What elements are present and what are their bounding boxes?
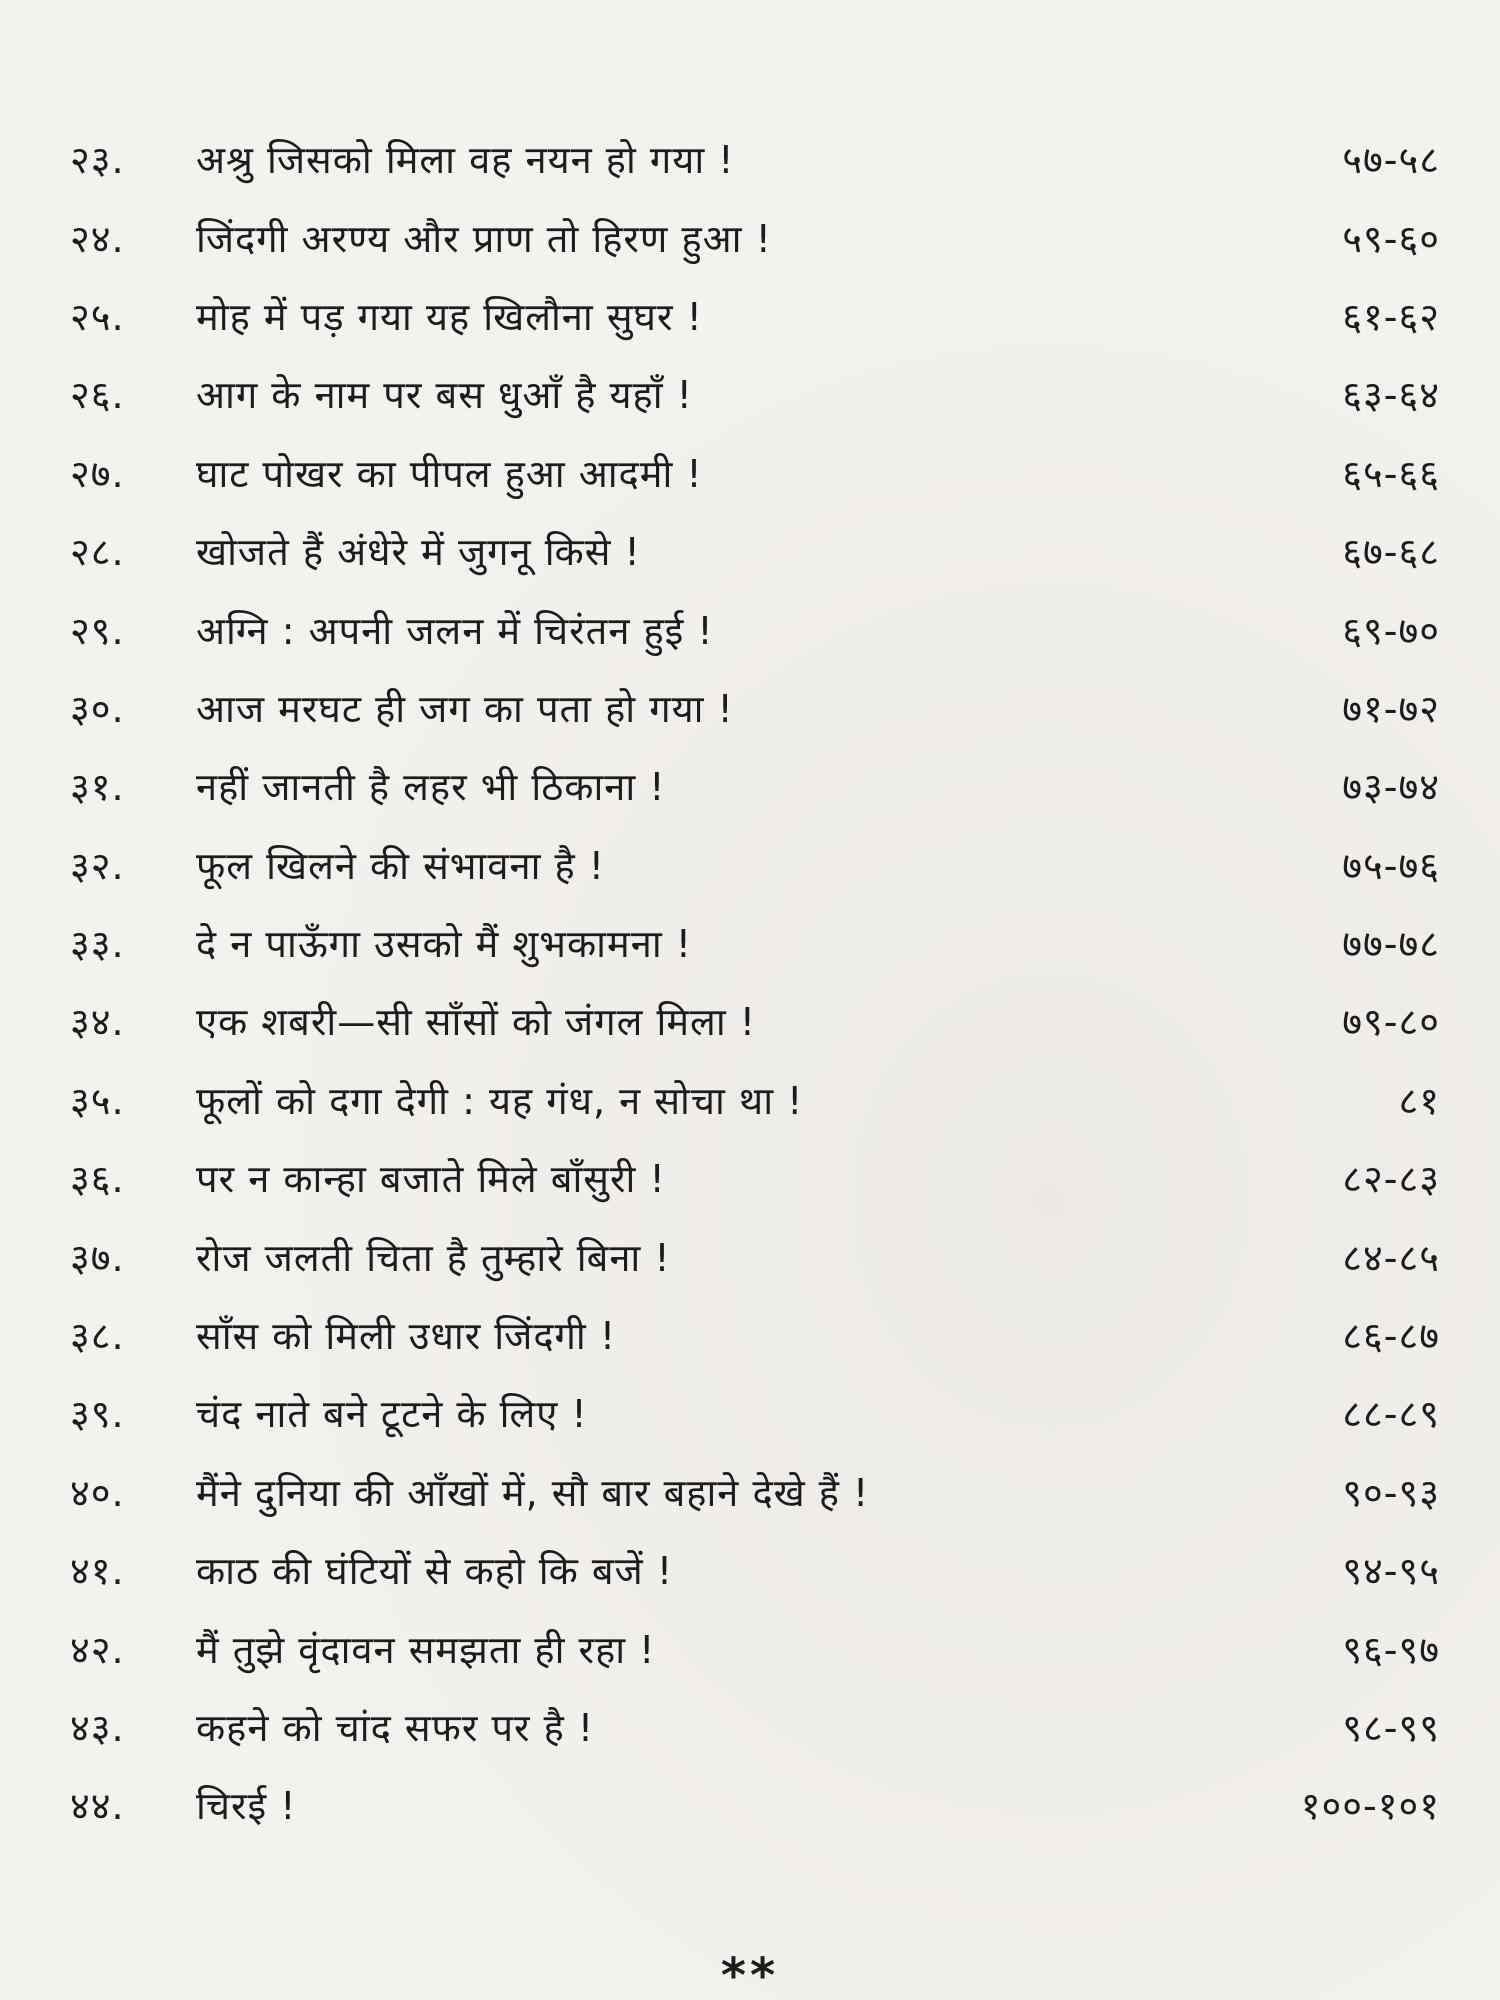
- entry-pages: ६७-६८: [1342, 530, 1440, 575]
- toc-entry: [70, 1139, 1440, 1217]
- entry-pages: ७९-८०: [1342, 1000, 1440, 1045]
- entry-title: फूलों को दगा देगी : यह गंध, न सोचा था !: [196, 1078, 804, 1123]
- entry-number: ३४.: [70, 1000, 125, 1045]
- entry-title: जिंदगी अरण्य और प्राण तो हिरण हुआ !: [196, 216, 772, 261]
- entry-number: २५.: [70, 294, 125, 339]
- entry-pages: ८६-८७: [1342, 1314, 1440, 1359]
- entry-number: ३३.: [70, 922, 125, 967]
- toc-entry: [70, 1217, 1440, 1295]
- toc-entry: [70, 277, 1440, 355]
- table-of-contents: [70, 120, 1440, 1845]
- entry-number: ४३.: [70, 1706, 125, 1750]
- entry-pages: ५९-६०: [1342, 216, 1440, 261]
- entry-number: ४४.: [70, 1784, 125, 1829]
- entry-number: ३१.: [70, 765, 125, 810]
- entry-title: आग के नाम पर बस धुआँ है यहाँ !: [196, 373, 693, 418]
- entry-pages: ७१-७२: [1342, 686, 1440, 731]
- toc-entry: [70, 904, 1440, 982]
- entry-pages: ९०-९३: [1342, 1470, 1440, 1515]
- toc-entry: [70, 1688, 1440, 1766]
- entry-pages: ७७-७८: [1342, 922, 1440, 967]
- entry-title: पर न कान्हा बजाते मिले बाँसुरी !: [196, 1157, 666, 1202]
- entry-title: मोह में पड़ गया यह खिलौना सुघर !: [196, 294, 703, 339]
- toc-entry: [70, 826, 1440, 904]
- end-stars: **: [720, 1948, 780, 2000]
- toc-entry: [70, 982, 1440, 1060]
- entry-number: ३५.: [70, 1078, 125, 1123]
- entry-number: २६.: [70, 373, 125, 418]
- entry-number: २८.: [70, 530, 125, 575]
- toc-entry: [70, 1766, 1440, 1844]
- entry-pages: ८४-८५: [1342, 1235, 1440, 1280]
- toc-entry: [70, 747, 1440, 825]
- entry-title: नहीं जानती है लहर भी ठिकाना !: [196, 765, 666, 810]
- entry-title: चंद नाते बने टूटने के लिए !: [196, 1392, 588, 1437]
- entry-pages: ८८-८९: [1342, 1392, 1440, 1437]
- toc-entry: [70, 1061, 1440, 1139]
- entry-title: मैंने दुनिया की आँखों में, सौ बार बहाने देखे हैं !: [196, 1470, 870, 1515]
- toc-entry: [70, 1609, 1440, 1687]
- entry-title: मैं तुझे वृंदावन समझता ही रहा !: [196, 1627, 656, 1672]
- entry-pages: ६३-६४: [1342, 373, 1440, 418]
- entry-number: २७.: [70, 451, 125, 496]
- entry-title: चिरई !: [196, 1784, 297, 1829]
- entry-title: आज मरघट ही जग का पता हो गया !: [196, 686, 734, 731]
- toc-entry: [70, 512, 1440, 590]
- entry-pages: ६१-६२: [1342, 294, 1440, 339]
- entry-title: साँस को मिली उधार जिंदगी !: [196, 1314, 617, 1359]
- entry-title: रोज जलती चिता है तुम्हारे बिना !: [196, 1235, 671, 1280]
- entry-number: २९.: [70, 608, 125, 653]
- toc-entry: [70, 1296, 1440, 1374]
- toc-entry: [70, 1531, 1440, 1609]
- entry-pages: ९८-९९: [1342, 1706, 1440, 1750]
- entry-number: ४०.: [70, 1470, 125, 1515]
- entry-pages: १००-१०१: [1300, 1784, 1440, 1829]
- entry-title: अग्नि : अपनी जलन में चिरंतन हुई !: [196, 608, 714, 653]
- entry-pages: ९६-९७: [1342, 1627, 1440, 1672]
- entry-pages: ५७-५८: [1342, 138, 1440, 183]
- toc-entry: [70, 355, 1440, 433]
- toc-entry: [70, 1374, 1440, 1452]
- entry-pages: ८१: [1398, 1078, 1440, 1123]
- entry-pages: ९४-९५: [1342, 1549, 1440, 1594]
- entry-title: एक शबरी—सी साँसों को जंगल मिला !: [196, 1000, 756, 1045]
- entry-pages: ७३-७४: [1342, 765, 1440, 810]
- entry-title: खोजते हैं अंधेरे में जुगनू किसे !: [196, 530, 641, 575]
- entry-number: ३०.: [70, 686, 125, 731]
- entry-number: ३८.: [70, 1314, 125, 1359]
- entry-number: २३.: [70, 138, 125, 183]
- entry-pages: ६९-७०: [1342, 608, 1440, 653]
- toc-entry: [70, 1453, 1440, 1531]
- toc-entry: [70, 434, 1440, 512]
- entry-number: ४२.: [70, 1627, 125, 1672]
- entry-pages: ७५-७६: [1342, 843, 1440, 888]
- entry-title: काठ की घंटियों से कहो कि बजें !: [196, 1549, 674, 1594]
- entry-number: ३९.: [70, 1392, 125, 1437]
- toc-entry: [70, 669, 1440, 747]
- entry-number: ३२.: [70, 843, 125, 888]
- entry-number: ४१.: [70, 1549, 125, 1594]
- entry-title: दे न पाऊँगा उसको मैं शुभकामना !: [196, 922, 692, 967]
- entry-title: फूल खिलने की संभावना है !: [196, 843, 605, 888]
- toc-entry: [70, 198, 1440, 276]
- entry-title: अश्रु जिसको मिला वह नयन हो गया !: [196, 138, 735, 183]
- toc-entry: [70, 590, 1440, 668]
- entry-title: घाट पोखर का पीपल हुआ आदमी !: [196, 451, 703, 496]
- entry-number: ३७.: [70, 1235, 125, 1280]
- entry-pages: ६५-६६: [1342, 451, 1440, 496]
- toc-entry: [70, 120, 1440, 198]
- entry-pages: ८२-८३: [1342, 1157, 1440, 1202]
- entry-title: कहने को चांद सफर पर है !: [196, 1706, 595, 1750]
- entry-number: २४.: [70, 216, 125, 261]
- entry-number: ३६.: [70, 1157, 125, 1202]
